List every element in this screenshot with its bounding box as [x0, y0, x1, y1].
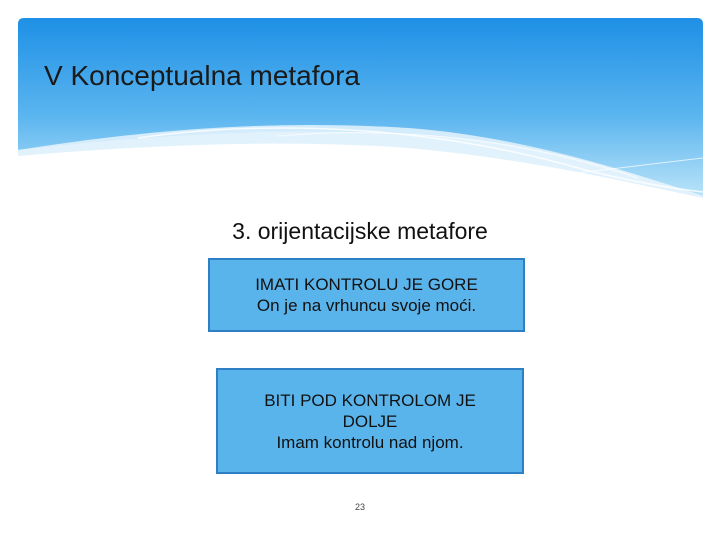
page-number: 23	[354, 502, 365, 512]
slide-title: V Konceptualna metafora	[44, 60, 360, 91]
header-banner	[18, 18, 703, 198]
box-up-example: On je na vrhuncu svoje moći.	[256, 296, 477, 315]
header-wave-graphic	[18, 18, 703, 198]
metaphor-box-down	[216, 368, 524, 474]
box-down-heading-line2: DOLJE	[342, 411, 398, 431]
box-up-heading: IMATI KONTROLU JE GORE	[255, 275, 478, 294]
box-down-heading-line1: BITI POD KONTROLOM JE	[264, 390, 476, 410]
metaphor-box-up	[208, 258, 525, 332]
slide-subtitle: 3. orijentacijske metafore	[232, 218, 488, 244]
box-down-example: Imam kontrolu nad njom.	[276, 432, 464, 452]
